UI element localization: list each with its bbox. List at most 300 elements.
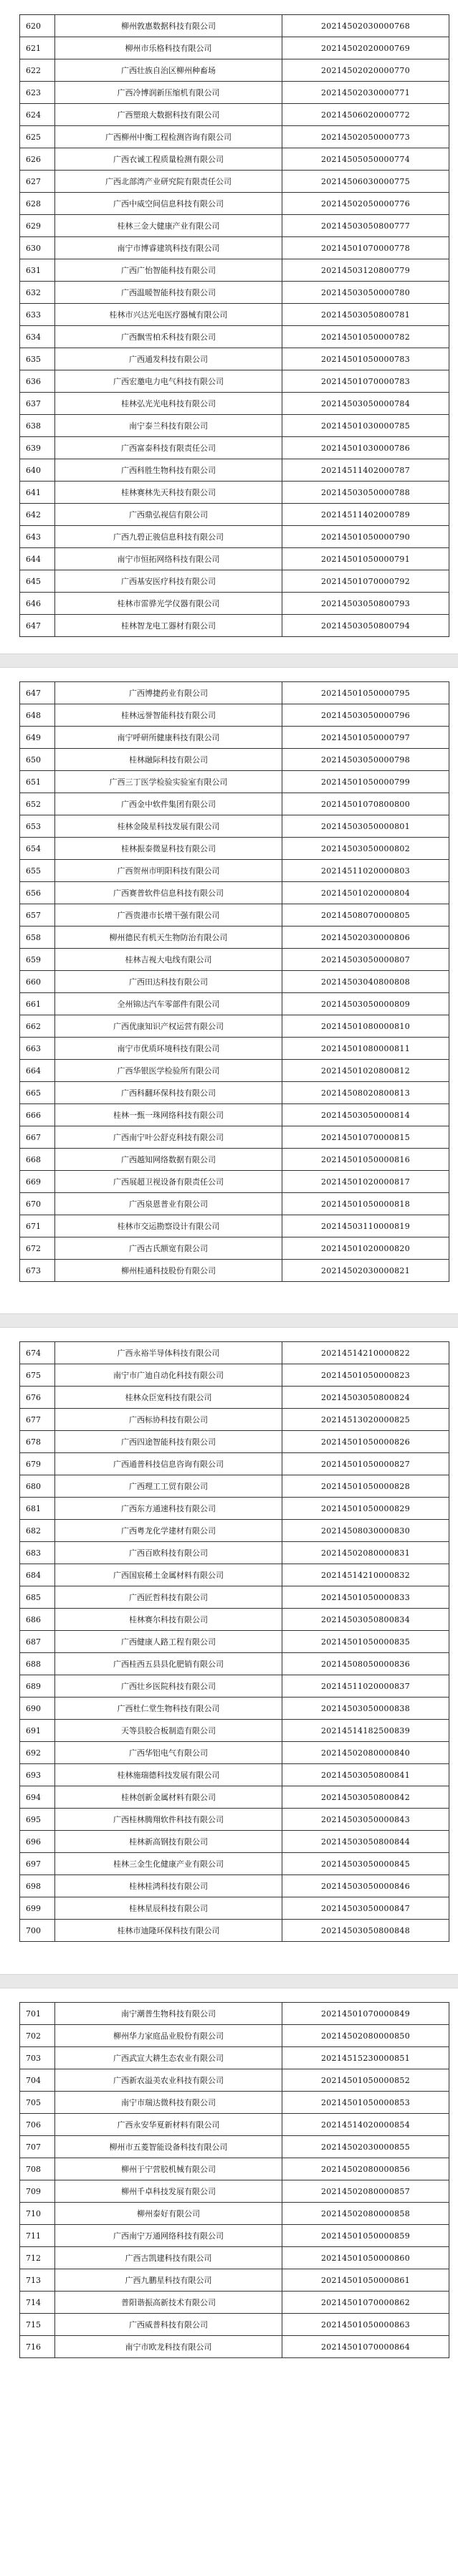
registration-code-cell: 20214503050800781 <box>282 304 449 326</box>
registration-code-cell: 20214501070000849 <box>282 2003 449 2025</box>
company-name-cell: 广西飘雪柏禾科技有限公司 <box>55 326 282 348</box>
registration-code-cell: 20214503050000801 <box>282 815 449 838</box>
row-number-cell: 685 <box>20 1586 55 1609</box>
row-number-cell: 638 <box>20 415 55 437</box>
company-name-cell: 桂林市雷骅光学仪器有限公司 <box>55 593 282 615</box>
row-number-cell: 625 <box>20 126 55 148</box>
registration-code-cell: 20214503050800793 <box>282 593 449 615</box>
row-number-cell: 692 <box>20 1742 55 1764</box>
company-name-cell: 广西新农溢美农业科技有限公司 <box>55 2069 282 2092</box>
table-row <box>20 548 449 570</box>
company-name-cell: 广西金中软件集团有限公司 <box>55 793 282 815</box>
registration-code-cell: 20214508030000830 <box>282 1520 449 1542</box>
table-row <box>20 2158 449 2180</box>
registration-code-cell: 20214501050000833 <box>282 1586 449 1609</box>
company-name-cell: 广西越知网络数据有限公司 <box>55 1149 282 1171</box>
registration-code-cell: 20214502030000821 <box>282 1260 449 1282</box>
registration-code-cell: 20214502050000776 <box>282 193 449 215</box>
table-row <box>20 860 449 882</box>
row-number-cell: 621 <box>20 37 55 59</box>
table-row <box>20 459 449 482</box>
company-name-cell: 广西九碧正骏信息科技有限公司 <box>55 526 282 548</box>
table-row <box>20 1104 449 1126</box>
row-number-cell: 654 <box>20 838 55 860</box>
registration-code-cell: 20214508020800813 <box>282 1082 449 1104</box>
table-row <box>20 1126 449 1149</box>
registration-code-cell: 20214502030000771 <box>282 82 449 104</box>
company-name-cell: 广西通普科技信息咨询有限公司 <box>55 1453 282 1475</box>
company-name-cell: 桂林远誉智能科技有限公司 <box>55 704 282 727</box>
company-name-cell: 桂林创新金属材料有限公司 <box>55 1786 282 1809</box>
registration-code-cell: 20214501050000853 <box>282 2092 449 2114</box>
registration-code-cell: 20214501050000861 <box>282 2269 449 2292</box>
document-page-4 <box>0 1988 458 2576</box>
table-row <box>20 171 449 193</box>
table-row <box>20 237 449 259</box>
row-number-cell: 699 <box>20 1897 55 1920</box>
company-name-cell: 广西三丁医学检验实验室有限公司 <box>55 771 282 793</box>
registration-code-cell: 20214501020000804 <box>282 882 449 904</box>
company-name-cell: 广西中威空间信息科技有限公司 <box>55 193 282 215</box>
company-name-cell: 广西南宁叶公舒克科技有限公司 <box>55 1126 282 1149</box>
row-number-cell: 649 <box>20 727 55 749</box>
company-name-cell: 广西基安医疗科技有限公司 <box>55 570 282 593</box>
row-number-cell: 702 <box>20 2025 55 2047</box>
row-number-cell: 691 <box>20 1720 55 1742</box>
row-number-cell: 634 <box>20 326 55 348</box>
row-number-cell: 672 <box>20 1237 55 1260</box>
registration-code-cell: 20214501050000828 <box>282 1475 449 1498</box>
company-name-cell: 广西匠哲科技有限公司 <box>55 1586 282 1609</box>
table-row <box>20 1897 449 1920</box>
table-row <box>20 1342 449 1364</box>
row-number-cell: 696 <box>20 1831 55 1853</box>
row-number-cell: 683 <box>20 1542 55 1564</box>
row-number-cell: 661 <box>20 993 55 1015</box>
row-number-cell: 690 <box>20 1698 55 1720</box>
registration-code-cell: 20214502030000768 <box>282 15 449 37</box>
table-row <box>20 1498 449 1520</box>
company-name-cell: 桂林一甄一珠网络科技有限公司 <box>55 1104 282 1126</box>
company-name-cell: 南宁市广迪自动化科技有限公司 <box>55 1364 282 1387</box>
table-row <box>20 2336 449 2358</box>
registration-code-cell: 20214502020000769 <box>282 37 449 59</box>
registration-code-cell: 20214503050000847 <box>282 1897 449 1920</box>
registration-code-cell: 20214501050000791 <box>282 548 449 570</box>
registration-code-cell: 20214503050000780 <box>282 282 449 304</box>
row-number-cell: 662 <box>20 1015 55 1038</box>
registration-code-cell: 20214503050800848 <box>282 1920 449 1942</box>
table-row <box>20 1609 449 1631</box>
row-number-cell: 671 <box>20 1215 55 1237</box>
registration-code-cell: 20214503050800824 <box>282 1387 449 1409</box>
table-row <box>20 2069 449 2092</box>
company-name-cell: 广西永裕半导体科技有限公司 <box>55 1342 282 1364</box>
row-number-cell: 708 <box>20 2158 55 2180</box>
row-number-cell: 684 <box>20 1564 55 1586</box>
row-number-cell: 666 <box>20 1104 55 1126</box>
company-name-cell: 普阳谐振高新技术有限公司 <box>55 2292 282 2314</box>
company-name-cell: 桂林星辰科技有限公司 <box>55 1897 282 1920</box>
table-row <box>20 704 449 727</box>
company-name-cell: 广西华银医学检验所有限公司 <box>55 1060 282 1082</box>
registration-code-cell: 20214501050000829 <box>282 1498 449 1520</box>
row-number-cell: 626 <box>20 148 55 171</box>
registration-code-cell: 20214503050800834 <box>282 1609 449 1631</box>
company-name-cell: 广西桂西五县县化肥销有限公司 <box>55 1653 282 1675</box>
table-row <box>20 1409 449 1431</box>
registration-code-cell: 20214511020000837 <box>282 1675 449 1698</box>
row-number-cell: 647 <box>20 682 55 704</box>
company-name-cell: 广西永安华夏新材料有限公司 <box>55 2114 282 2136</box>
row-number-cell: 650 <box>20 749 55 771</box>
registration-code-cell: 20214501070000864 <box>282 2336 449 2358</box>
registration-code-cell: 20214501050000823 <box>282 1364 449 1387</box>
registration-code-cell: 20214502020000770 <box>282 59 449 82</box>
row-number-cell: 645 <box>20 570 55 593</box>
table-row <box>20 2180 449 2203</box>
company-name-cell: 桂林智龙电工器材有限公司 <box>55 615 282 637</box>
row-number-cell: 642 <box>20 504 55 526</box>
registration-code-cell: 20214503050000846 <box>282 1875 449 1897</box>
registration-code-cell: 20214503050000784 <box>282 393 449 415</box>
registration-code-cell: 20214501050000859 <box>282 2225 449 2247</box>
company-name-cell: 广西贺州市明阳科技有限公司 <box>55 860 282 882</box>
table-row <box>20 2269 449 2292</box>
table-row <box>20 838 449 860</box>
registration-code-cell: 20214501070000792 <box>282 570 449 593</box>
registration-code-cell: 20214502080000858 <box>282 2203 449 2225</box>
table-row <box>20 1720 449 1742</box>
row-number-cell: 716 <box>20 2336 55 2358</box>
registration-code-cell: 20214501050000852 <box>282 2069 449 2092</box>
table-row <box>20 2047 449 2069</box>
table-row <box>20 771 449 793</box>
registry-table <box>19 2002 449 2358</box>
table-row <box>20 415 449 437</box>
registration-code-cell: 20214501020000817 <box>282 1171 449 1193</box>
company-name-cell: 广西宏邀电力电气科技有限公司 <box>55 370 282 393</box>
registration-code-cell: 20214503050800844 <box>282 1831 449 1853</box>
row-number-cell: 673 <box>20 1260 55 1282</box>
registration-code-cell: 20214503050000843 <box>282 1809 449 1831</box>
row-number-cell: 701 <box>20 2003 55 2025</box>
company-name-cell: 广西科胜生物科技有限公司 <box>55 459 282 482</box>
row-number-cell: 707 <box>20 2136 55 2158</box>
table-row <box>20 1453 449 1475</box>
row-number-cell: 648 <box>20 704 55 727</box>
registry-table <box>19 681 449 1282</box>
company-name-cell: 桂林众臣宽科技有限公司 <box>55 1387 282 1409</box>
company-name-cell: 广西泉恩普业有限公司 <box>55 1193 282 1215</box>
company-name-cell: 广西古凯建科技有限公司 <box>55 2247 282 2269</box>
row-number-cell: 679 <box>20 1453 55 1475</box>
row-number-cell: 700 <box>20 1920 55 1942</box>
company-name-cell: 广西理工工贸有限公司 <box>55 1475 282 1498</box>
company-name-cell: 广西展超卫视设备有限责任公司 <box>55 1171 282 1193</box>
company-name-cell: 广西壮族自治区柳州种畜场 <box>55 59 282 82</box>
document-page-3 <box>0 1327 458 1965</box>
registration-code-cell: 20214502080000831 <box>282 1542 449 1564</box>
company-name-cell: 广西通发科技有限公司 <box>55 348 282 370</box>
row-number-cell: 655 <box>20 860 55 882</box>
row-number-cell: 693 <box>20 1764 55 1786</box>
registration-code-cell: 20214503050000796 <box>282 704 449 727</box>
row-number-cell: 628 <box>20 193 55 215</box>
row-number-cell: 623 <box>20 82 55 104</box>
table-row <box>20 2247 449 2269</box>
row-number-cell: 689 <box>20 1675 55 1698</box>
row-number-cell: 677 <box>20 1409 55 1431</box>
registration-code-cell: 20214503050800794 <box>282 615 449 637</box>
row-number-cell: 644 <box>20 548 55 570</box>
registration-code-cell: 20214502050000773 <box>282 126 449 148</box>
table-row <box>20 1171 449 1193</box>
company-name-cell: 桂林融际科技有限公司 <box>55 749 282 771</box>
row-number-cell: 681 <box>20 1498 55 1520</box>
table-row <box>20 15 449 37</box>
page-separator <box>0 1974 458 1988</box>
company-name-cell: 南宁市优质环境科技有限公司 <box>55 1038 282 1060</box>
company-name-cell: 广西东方通速科技有限公司 <box>55 1498 282 1520</box>
table-row <box>20 1920 449 1942</box>
registration-code-cell: 20214503050000845 <box>282 1853 449 1875</box>
registration-code-cell: 20214503040800808 <box>282 971 449 993</box>
table-row <box>20 193 449 215</box>
registration-code-cell: 20214502080000850 <box>282 2025 449 2047</box>
company-name-cell: 广西国宸稀土金属材料有限公司 <box>55 1564 282 1586</box>
registration-code-cell: 20214514210000832 <box>282 1564 449 1586</box>
table-row <box>20 971 449 993</box>
row-number-cell: 674 <box>20 1342 55 1364</box>
table-row <box>20 326 449 348</box>
table-row <box>20 1015 449 1038</box>
registration-code-cell: 20214501050000826 <box>282 1431 449 1453</box>
table-row <box>20 482 449 504</box>
row-number-cell: 688 <box>20 1653 55 1675</box>
row-number-cell: 706 <box>20 2114 55 2136</box>
row-number-cell: 656 <box>20 882 55 904</box>
document-page-1 <box>0 0 458 645</box>
company-name-cell: 广西粤龙化学建材有限公司 <box>55 1520 282 1542</box>
company-name-cell: 柳州千卓科技发展有限公司 <box>55 2180 282 2203</box>
company-name-cell: 广西四途智能科技有限公司 <box>55 1431 282 1453</box>
company-name-cell: 广西百欧科技有限公司 <box>55 1542 282 1564</box>
row-number-cell: 651 <box>20 771 55 793</box>
company-name-cell: 广西博捷药业有限公司 <box>55 682 282 704</box>
registration-code-cell: 20214511402000787 <box>282 459 449 482</box>
company-name-cell: 广西南宁万通网络科技有限公司 <box>55 2225 282 2247</box>
table-row <box>20 2314 449 2336</box>
table-row <box>20 2203 449 2225</box>
table-row <box>20 682 449 704</box>
table-row <box>20 1742 449 1764</box>
company-name-cell: 南宁市瑞达微科技有限公司 <box>55 2092 282 2114</box>
registration-code-cell: 20214501020800812 <box>282 1060 449 1082</box>
registration-code-cell: 20214515230000851 <box>282 2047 449 2069</box>
registration-code-cell: 20214503050000809 <box>282 993 449 1015</box>
row-number-cell: 663 <box>20 1038 55 1060</box>
row-number-cell: 675 <box>20 1364 55 1387</box>
table-row <box>20 1675 449 1698</box>
company-name-cell: 桂林市兴达光电医疗器械有限公司 <box>55 304 282 326</box>
registration-code-cell: 20214503050800842 <box>282 1786 449 1809</box>
registration-code-cell: 20214501050000782 <box>282 326 449 348</box>
registration-code-cell: 20214503050000798 <box>282 749 449 771</box>
registration-code-cell: 20214501050000835 <box>282 1631 449 1653</box>
row-number-cell: 639 <box>20 437 55 459</box>
row-number-cell: 686 <box>20 1609 55 1631</box>
row-number-cell: 640 <box>20 459 55 482</box>
company-name-cell: 广西古氏额宽有限公司 <box>55 1237 282 1260</box>
row-number-cell: 668 <box>20 1149 55 1171</box>
row-number-cell: 678 <box>20 1431 55 1453</box>
registry-table <box>19 1341 449 1942</box>
row-number-cell: 643 <box>20 526 55 548</box>
table-row <box>20 1698 449 1720</box>
row-number-cell: 622 <box>20 59 55 82</box>
row-number-cell: 620 <box>20 15 55 37</box>
registration-code-cell: 20214505050000774 <box>282 148 449 171</box>
table-row <box>20 1149 449 1171</box>
table-row <box>20 2292 449 2314</box>
registration-code-cell: 20214501050000797 <box>282 727 449 749</box>
registration-code-cell: 20214503050800777 <box>282 215 449 237</box>
registration-code-cell: 20214506020000772 <box>282 104 449 126</box>
table-row <box>20 2003 449 2025</box>
registration-code-cell: 20214501050000863 <box>282 2314 449 2336</box>
registration-code-cell: 20214501020000820 <box>282 1237 449 1260</box>
table-row <box>20 1387 449 1409</box>
registration-code-cell: 20214503050800841 <box>282 1764 449 1786</box>
row-number-cell: 694 <box>20 1786 55 1809</box>
table-row <box>20 1586 449 1609</box>
registration-code-cell: 20214501050000790 <box>282 526 449 548</box>
registration-code-cell: 20214503110000819 <box>282 1215 449 1237</box>
table-row <box>20 1875 449 1897</box>
registration-code-cell: 20214508070000805 <box>282 904 449 927</box>
row-number-cell: 660 <box>20 971 55 993</box>
row-number-cell: 664 <box>20 1060 55 1082</box>
row-number-cell: 636 <box>20 370 55 393</box>
table-row <box>20 437 449 459</box>
company-name-cell: 桂林施瑞德科技发展有限公司 <box>55 1764 282 1786</box>
company-name-cell: 桂林弘光光电科技有限公司 <box>55 393 282 415</box>
table-row <box>20 1853 449 1875</box>
company-name-cell: 南宁潮普生物科技有限公司 <box>55 2003 282 2025</box>
company-name-cell: 柳州敦惠数据科技有限公司 <box>55 15 282 37</box>
company-name-cell: 柳州于宁营胶机械有限公司 <box>55 2158 282 2180</box>
registration-code-cell: 20214501050000783 <box>282 348 449 370</box>
table-row <box>20 1631 449 1653</box>
row-number-cell: 627 <box>20 171 55 193</box>
registration-code-cell: 20214501050000818 <box>282 1193 449 1215</box>
row-number-cell: 637 <box>20 393 55 415</box>
table-row <box>20 1520 449 1542</box>
table-row <box>20 2025 449 2047</box>
registration-code-cell: 20214501050000827 <box>282 1453 449 1475</box>
registration-code-cell: 20214503050000814 <box>282 1104 449 1126</box>
company-name-cell: 南宁泰兰科技有限公司 <box>55 415 282 437</box>
row-number-cell: 711 <box>20 2225 55 2247</box>
registration-code-cell: 20214501050000799 <box>282 771 449 793</box>
row-number-cell: 633 <box>20 304 55 326</box>
company-name-cell: 广西桂林腾翔软件科技有限公司 <box>55 1809 282 1831</box>
row-number-cell: 632 <box>20 282 55 304</box>
table-row <box>20 370 449 393</box>
table-row <box>20 104 449 126</box>
table-row <box>20 59 449 82</box>
row-number-cell: 715 <box>20 2314 55 2336</box>
table-row <box>20 1564 449 1586</box>
company-name-cell: 桂林赛尔科技有限公司 <box>55 1609 282 1631</box>
table-row <box>20 570 449 593</box>
row-number-cell: 629 <box>20 215 55 237</box>
registration-code-cell: 20214501070000862 <box>282 2292 449 2314</box>
company-name-cell: 广西北部湾产业研究院有限责任公司 <box>55 171 282 193</box>
table-row <box>20 1542 449 1564</box>
company-name-cell: 广西塑琅大数据科技有限公司 <box>55 104 282 126</box>
company-name-cell: 广西富泰科技有限责任公司 <box>55 437 282 459</box>
page-separator <box>0 1313 458 1328</box>
company-name-cell: 天等县胶合板制造有限公司 <box>55 1720 282 1742</box>
registration-code-cell: 20214501070000815 <box>282 1126 449 1149</box>
table-row <box>20 1060 449 1082</box>
row-number-cell: 682 <box>20 1520 55 1542</box>
row-number-cell: 658 <box>20 927 55 949</box>
page-separator <box>0 653 458 668</box>
company-name-cell: 南宁市欧龙科技有限公司 <box>55 2336 282 2358</box>
company-name-cell: 南宁呼研所健康科技有限公司 <box>55 727 282 749</box>
row-number-cell: 695 <box>20 1809 55 1831</box>
company-name-cell: 柳州桂通科技股份有限公司 <box>55 1260 282 1282</box>
row-number-cell: 712 <box>20 2247 55 2269</box>
table-row <box>20 348 449 370</box>
row-number-cell: 641 <box>20 482 55 504</box>
company-name-cell: 广西标协科技有限公司 <box>55 1409 282 1431</box>
row-number-cell: 676 <box>20 1387 55 1409</box>
registration-code-cell: 20214501070000783 <box>282 370 449 393</box>
row-number-cell: 714 <box>20 2292 55 2314</box>
company-name-cell: 广西健康人路工程有限公司 <box>55 1631 282 1653</box>
table-row <box>20 1809 449 1831</box>
table-row <box>20 126 449 148</box>
registration-code-cell: 20214503050000838 <box>282 1698 449 1720</box>
registration-code-cell: 20214514020000854 <box>282 2114 449 2136</box>
registration-code-cell: 20214502080000857 <box>282 2180 449 2203</box>
registration-code-cell: 20214501070800800 <box>282 793 449 815</box>
row-number-cell: 659 <box>20 949 55 971</box>
row-number-cell: 705 <box>20 2092 55 2114</box>
table-row <box>20 727 449 749</box>
table-row <box>20 2136 449 2158</box>
company-name-cell: 广西冷博润新压缩机有限公司 <box>55 82 282 104</box>
company-name-cell: 桂林市交运勘察设计有限公司 <box>55 1215 282 1237</box>
company-name-cell: 柳州泰好有限公司 <box>55 2203 282 2225</box>
table-row <box>20 1475 449 1498</box>
table-row <box>20 215 449 237</box>
registration-code-cell: 20214506030000775 <box>282 171 449 193</box>
row-number-cell: 669 <box>20 1171 55 1193</box>
company-name-cell: 广西优康知识产权运营有限公司 <box>55 1015 282 1038</box>
table-row <box>20 904 449 927</box>
registration-code-cell: 20214501050000795 <box>282 682 449 704</box>
row-number-cell: 646 <box>20 593 55 615</box>
company-name-cell: 广西温暖智能科技有限公司 <box>55 282 282 304</box>
registration-code-cell: 20214503050000802 <box>282 838 449 860</box>
table-row <box>20 815 449 838</box>
row-number-cell: 670 <box>20 1193 55 1215</box>
